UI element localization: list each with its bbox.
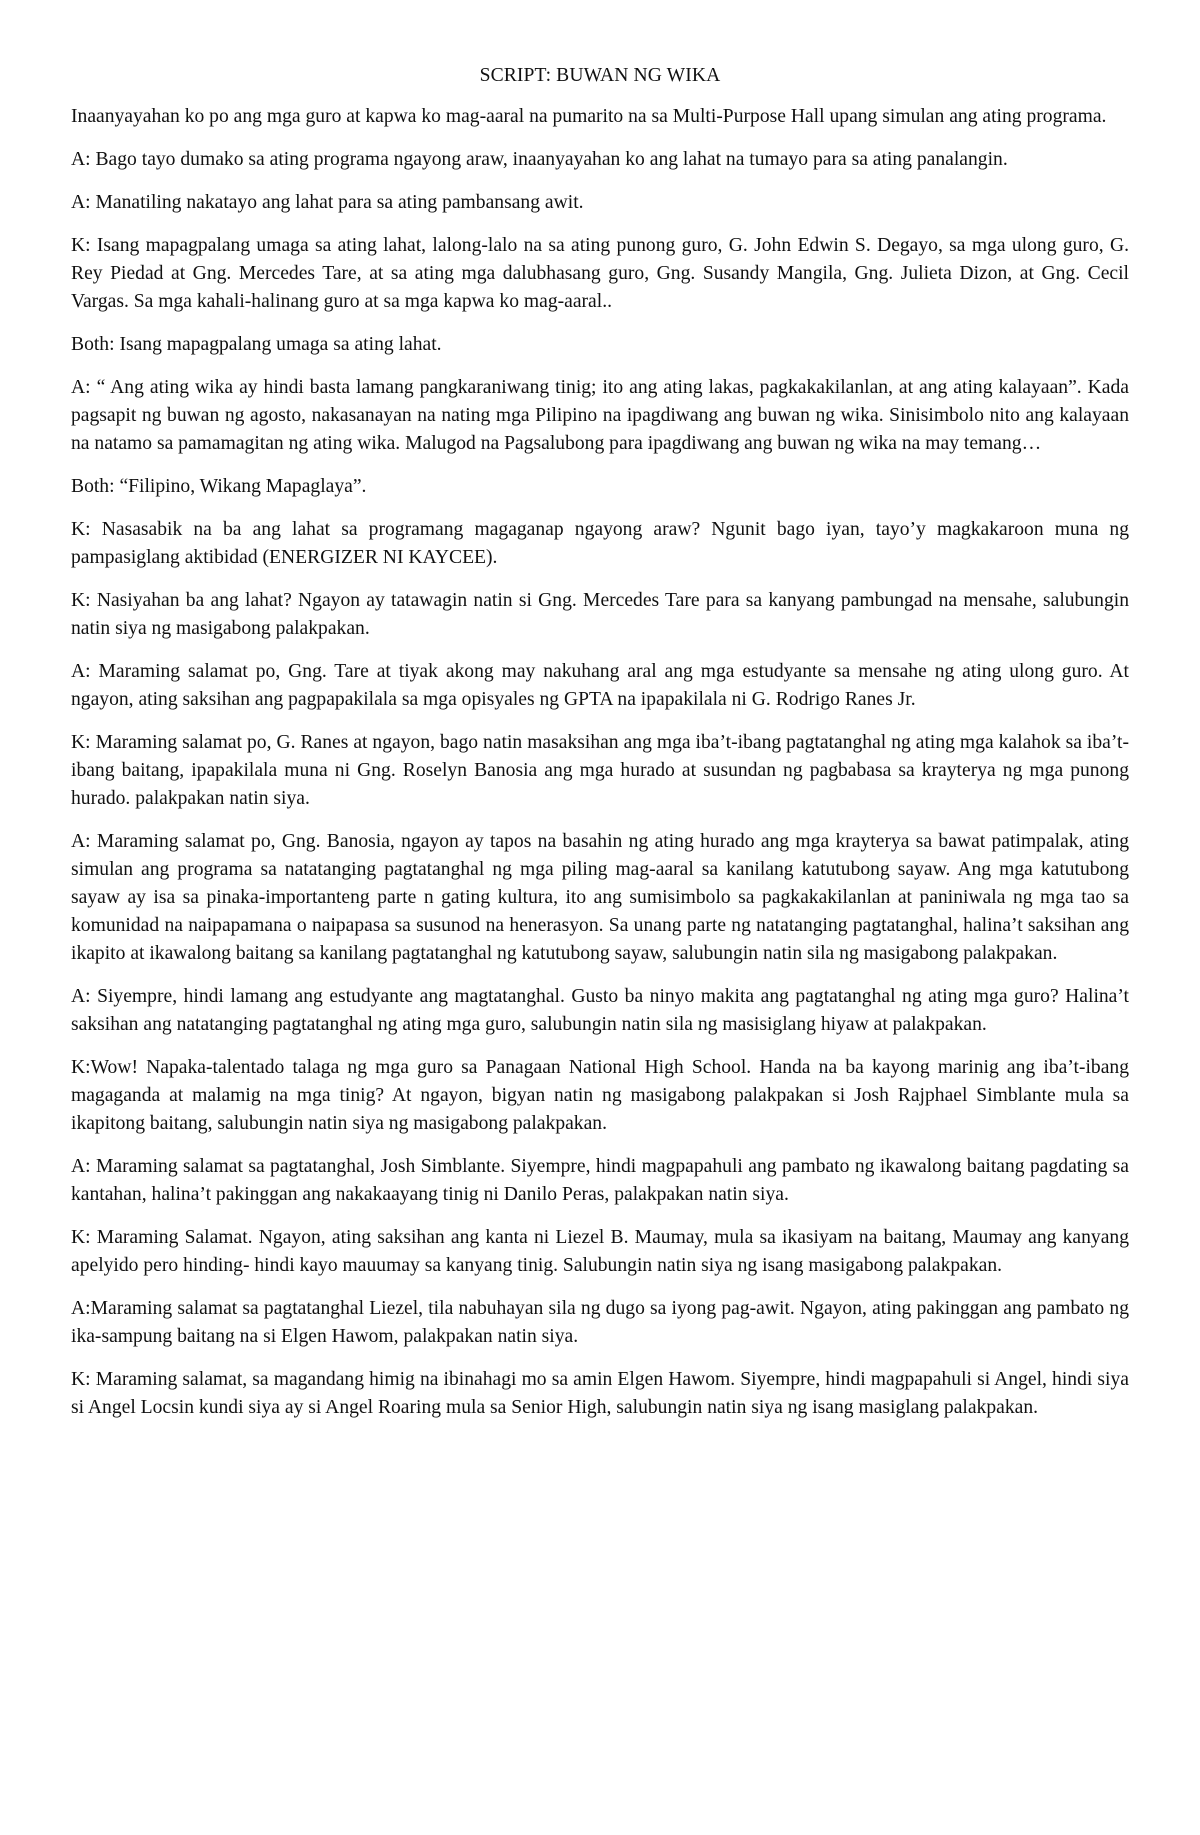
script-paragraph: K:Wow! Napaka-talentado talaga ng mga guro sa Panagaan National High School. Handa na ba kayong marinig ang iba’t-ibang magaganda at malamig na mga tinig? At ngayon, bigyan natin ng masigabong palakpakan si Josh Rajphael Simblante mula sa ikapitong baitang, salubungin natin siya ng masigabong palakpakan. <box>71 1057 1129 1134</box>
script-paragraph: A: Siyempre, hindi lamang ang estudyante ang magtatanghal. Gusto ba ninyo makita ang pagtatanghal ng ating mga guro? Halina’t saksihan ang natatanging pagtatanghal ng ating mga guro, salubungin natin sila ng masisiglang hiyaw at palakpakan. <box>71 986 1129 1035</box>
script-paragraph: A: Maraming salamat po, Gng. Banosia, ngayon ay tapos na basahin ng ating hurado ang mga krayterya sa bawat patimpalak, ating simulan ang programa sa natatanging pagtatanghal ng mga piling mag-aaral sa kanilang katutubong sayaw. Ang mga katutubong sayaw ay isa sa pinaka-importanteng parte n gating kultura, ito ang sumisimbolo sa pagkakakilanlan at paniniwala ng mga tao sa komunidad na naipapamana o naipapasa sa susunod na henerasyon. Sa unang parte ng natatanging pagtatanghal, halina’t saksihan ang ikapito at ikawalong baitang sa kanilang pagtatanghal ng katutubong sayaw, salubungin natin sila ng masigabong palakpakan. <box>71 831 1129 964</box>
script-paragraph: Both: Isang mapagpalang umaga sa ating lahat. <box>71 334 442 355</box>
document-page <box>71 62 1129 1437</box>
script-paragraph: A: Bago tayo dumako sa ating programa ngayong araw, inaanyayahan ko ang lahat na tumayo para sa ating panalangin. <box>71 149 1008 170</box>
script-paragraph: Inaanyayahan ko po ang mga guro at kapwa ko mag-aaral na pumarito na sa Multi-Purpose Hall upang simulan ang ating programa. <box>71 106 1107 127</box>
script-paragraph: K: Maraming salamat po, G. Ranes at ngayon, bago natin masaksihan ang mga iba’t-ibang pagtatanghal ng ating mga kalahok sa iba’t-ibang baitang, ipapakilala muna ni Gng. Roselyn Banosia ang mga hurado at susundan ng pagbabasa sa krayterya ng mga punong hurado. palakpakan natin siya. <box>71 732 1129 809</box>
script-paragraph: K: Nasasabik na ba ang lahat sa programang magaganap ngayong araw? Ngunit bago iyan, tayo’y magkakaroon muna ng pampasiglang aktibidad (ENERGIZER NI KAYCEE). <box>71 519 1129 568</box>
script-body <box>71 103 1129 1422</box>
script-paragraph: K: Maraming salamat, sa magandang himig na ibinahagi mo sa amin Elgen Hawom. Siyempre, hindi magpapahuli si Angel, hindi siya si Angel Locsin kundi siya ay si Angel Roaring mula sa Senior High, salubungin natin siya ng isang masiglang palakpakan. <box>71 1369 1129 1418</box>
script-paragraph: K: Nasiyahan ba ang lahat? Ngayon ay tatawagin natin si Gng. Mercedes Tare para sa kanyang pambungad na mensahe, salubungin natin siya ng masigabong palakpakan. <box>71 590 1129 639</box>
script-paragraph: A:Maraming salamat sa pagtatanghal Liezel, tila nabuhayan sila ng dugo sa iyong pag-awit. Ngayon, ating pakinggan ang pambato ng ika-sampung baitang na si Elgen Hawom, palakpakan natin siya. <box>71 1298 1129 1347</box>
script-paragraph: A: Maraming salamat po, Gng. Tare at tiyak akong may nakuhang aral ang mga estudyante sa mensahe ng ating ulong guro. At ngayon, ating saksihan ang pagpapakilala sa mga opisyales ng GPTA na ipapakilala ni G. Rodrigo Ranes Jr. <box>71 661 1129 710</box>
document-title: SCRIPT: BUWAN NG WIKA <box>479 65 721 86</box>
script-paragraph: A: Maraming salamat sa pagtatanghal, Josh Simblante. Siyempre, hindi magpapahuli ang pambato ng ikawalong baitang pagdating sa kantahan, halina’t pakinggan ang nakakaayang tinig ni Danilo Peras, palakpakan natin siya. <box>71 1156 1129 1205</box>
script-paragraph: K: Isang mapagpalang umaga sa ating lahat, lalong-lalo na sa ating punong guro, G. John Edwin S. Degayo, sa mga ulong guro, G. Rey Piedad at Gng. Mercedes Tare, at sa ating mga dalubhasang guro, Gng. Susandy Mangila, Gng. Julieta Dizon, at Gng. Cecil Vargas. Sa mga kahali-halinang guro at sa mga kapwa ko mag-aaral.. <box>71 235 1129 312</box>
script-paragraph: A: “ Ang ating wika ay hindi basta lamang pangkaraniwang tinig; ito ang ating lakas, pagkakakilanlan, at ang ating kalayaan”. Kada pagsapit ng buwan ng agosto, nakasanayan na nating mga Pilipino na ipagdiwang ang buwan ng wika. Sinisimbolo nito ang kalayaan na natamo sa pamamagitan ng ating wika. Malugod na Pagsalubong para ipagdiwang ang buwan ng wika na may temang… <box>71 377 1129 454</box>
script-paragraph: K: Maraming Salamat. Ngayon, ating saksihan ang kanta ni Liezel B. Maumay, mula sa ikasiyam na baitang, Maumay ang kanyang apelyido pero hinding- hindi kayo mauumay sa kanyang tinig. Salubungin natin siya ng isang masigabong palakpakan. <box>71 1227 1129 1276</box>
script-paragraph: A: Manatiling nakatayo ang lahat para sa ating pambansang awit. <box>71 192 584 213</box>
script-paragraph: Both: “Filipino, Wikang Mapaglaya”. <box>71 476 367 497</box>
